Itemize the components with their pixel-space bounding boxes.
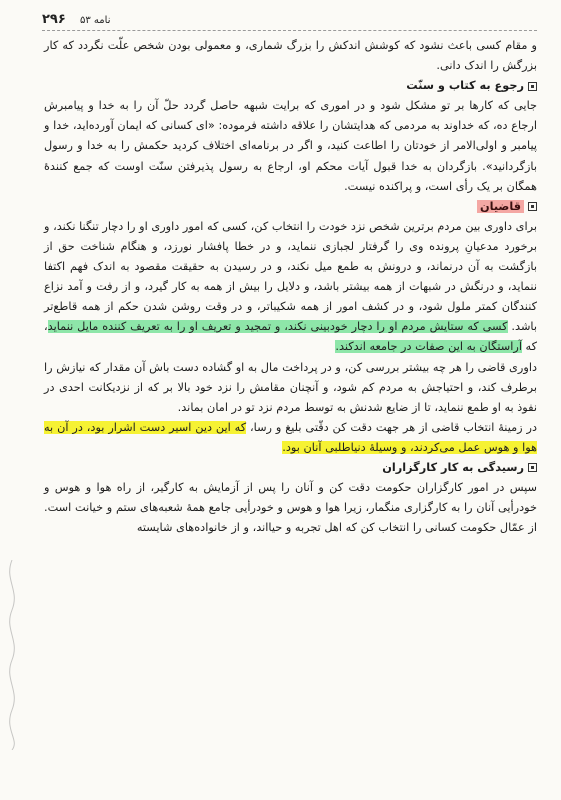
paragraph <box>44 418 537 458</box>
section-heading <box>44 76 537 96</box>
header-rule <box>42 30 537 31</box>
section-heading <box>44 197 537 217</box>
heading-marker-icon <box>528 82 537 91</box>
paragraph: و مقام کسی باعث نشود که کوشش اندکش را بزرگ شماری، و معمولی بودن شخص علّت نگردد که کار بزرگش را اندک دانی. <box>44 39 537 73</box>
highlighted-text: کسی که ستایش مردم او را دچار خودبینی نکند، و تمجید و تعریف او را به تعریف کننده مایل ننماید <box>47 320 508 334</box>
section-heading <box>44 458 537 478</box>
highlighted-text: که این دین اسیر دست اشرار بود، در آن به هوا و هوس عمل می‌کردند، و وسیلهٔ دنیاطلبی آنان بود. <box>44 420 537 454</box>
heading-marker-icon <box>528 463 537 472</box>
paragraph: سپس در امور کارگزاران حکومت دقت کن و آنان را پس از آزمایش به کارگیر، از راه هوا و هوس و خودرأیی آنان را به کارگزاری منگمار، زیرا هوا و هوس و خودرأیی جامع همهٔ شعبه‌های ستم و خیانت است. از عمّال حکومت کسانی را انتخاب کن که اهل تجربه و حیااند، و از خانواده‌های شایسته <box>44 481 537 535</box>
heading-marker-icon <box>528 202 537 211</box>
heading-text: قاضیان <box>477 200 524 213</box>
page-number: ۲۹۶ <box>42 12 66 27</box>
text-run: برای داوری بین مردم برترین شخص نزد خودت را انتخاب کن، کسی که امور داوری او را دچار تنگنا نکند، و برخورد مدعیانِ پرونده وی را گرفتار لجبازی ننماید، و در خطا پافشار نورزد، و هنگام شناخت حق از بازگشت به آن درنماند، و درونش به طمع میل نکند، و در رسیدن به حقیقت مقصود به اندک فهم اکتفا ننماید، و درنگش در شبهات از همه بیشتر باشد، و دلایل را بیش از همه به کار گیرد، و از رفت و آمد نزاع کنندگان کمتر ملول شود، و در کشف امور از همه شکیباتر، و در وقت روشن شدن حکم از همه قاطع‌تر باشد. <box>44 219 537 334</box>
text-run: ، که <box>44 320 537 354</box>
heading-text: رسیدگی به کار کارگزاران <box>382 460 524 474</box>
text-run: در زمینهٔ انتخاب قاضی از هر جهت دقت کن دقّتی بلیغ و رسا، <box>246 420 537 434</box>
paragraph <box>44 217 537 358</box>
highlighted-text: آراستگان به این صفات در جامعه اندکند. <box>335 340 522 354</box>
heading-text: رجوع به کتاب و سنّت <box>406 79 524 93</box>
document-body <box>44 36 537 538</box>
paragraph: جایی که کارها بر تو مشکل شود و در اموری که برایت شبهه حاصل گردد حلّ آن را به خدا و پیامبرش ارجاع ده، که خداوند به مردمی که هدایتشان را علاقه داشته فرموده: «ای کسانی که ایمان آورده‌اید، خدا و پیامبر و اولی‌الامر از خودتان را اطاعت کنید، و اگر در برنامه‌ای اختلاف کردید حکمش را به خدا و رسول بازگردانید». بازگردان به خدا قبول آیات محکم او، ارجاع به رسول پذیرفتن سنّت اوست که جمع کنندهٔ همگان بر یک رأی است، و پراکنده نیست. <box>44 99 537 193</box>
letter-label: نامه ۵۳ <box>80 15 111 26</box>
margin-ornament <box>2 560 22 750</box>
paragraph: داوری قاضی را هر چه بیشتر بررسی کن، و در پرداخت مال به او گشاده دست باش آن مقدار که نیازش را برطرف کند، و احتیاجش به مردم کم شود، و آنچنان مقامش را نزد خود بالا بر که از نزدیکانت احدی در نفوذ به او طمع ننماید، تا از ضایع شدنش به توسط مردم نزد تو در امان بماند. <box>44 360 537 414</box>
page-header <box>42 14 541 30</box>
